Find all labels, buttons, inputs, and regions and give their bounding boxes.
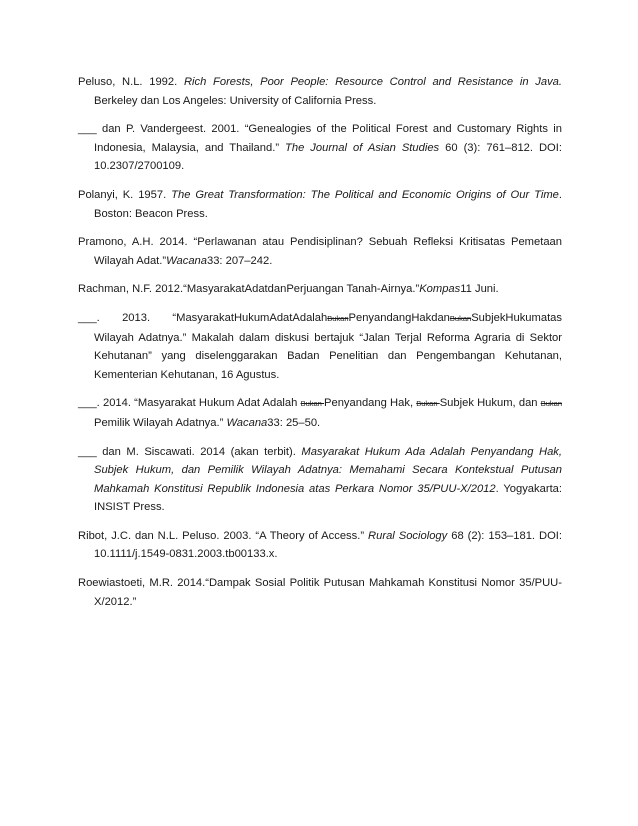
reference-text: Roewiastoeti, M.R. 2014.“Dampak Sosial Politik Putusan Mahkamah Konstitusi Nomor 35/PUU-X/2012.” [78,577,562,608]
reference-text: Subjek Hukum, dan [439,397,541,410]
reference-title-italic: Wacana [166,254,207,267]
reference-title-italic: The Great Transformation: The Political and Economic Origins of Our Time [171,188,559,201]
reference-strikethrough-text: Bukan [449,313,472,323]
reference-strikethrough-text: Bukan [300,399,325,409]
reference-strikethrough-text: Bukan [416,399,440,409]
reference-text: 33: 207–242. [206,254,273,267]
reference-list [78,73,562,621]
reference-entry [78,280,562,299]
reference-title-italic: The Journal of Asian Studies [285,141,440,154]
reference-entry [78,527,562,564]
reference-text: ___. 2013. “MasyarakatHukumAdatAdalah [78,311,328,324]
reference-entry [78,309,562,384]
reference-title-italic: Wacana [226,416,268,429]
reference-text: ___ dan P. Vandergeest. 2001. “Genealogies of the Political Forest and Customary Rights in Indonesia, Malaysia, and Thailand.” [78,123,562,154]
reference-text: ___. 2014. “Masyarakat Hukum Adat Adalah [78,397,301,410]
reference-text: Polanyi, K. 1957. [78,188,172,201]
reference-text: Pramono, A.H. 2014. “Perlawanan atau Pendisiplinan? Sebuah Refleksi Kritisatas Pemetaan Wilayah Adat.” [78,236,562,267]
reference-text: . Boston: Beacon Press. [94,188,563,220]
reference-text: . Yogyakarta: INSIST Press. [94,482,563,514]
reference-text: Ribot, J.C. dan N.L. Peluso. 2003. “A Theory of Access.” [78,529,369,542]
reference-title-italic: Kompas [419,283,461,296]
reference-title-italic: Rich Forests, Poor People: Resource Control and Resistance in Java. [183,76,562,88]
reference-entry [78,120,562,176]
reference-text: Pemilik Wilayah Adatnya.” [94,416,227,429]
reference-text: Rachman, N.F. 2012.“MasyarakatAdatdanPerjuangan Tanah-Airnya.” [78,283,420,296]
reference-text: SubjekHukumatas Wilayah Adatnya.” Makalah dalam diskusi bertajuk “Jalan Terjal Reforma Agraria di Sektor Kehutanan” yang diselenggarakan Badan Penelitian dan Pengembangan Kehutanan, Kementerian Kehutanan, 16 Agustus. [94,311,562,381]
reference-title-italic: Masyarakat Hukum Ada Adalah Penyandang Hak, Subjek Hukum, dan Pemilik Wilayah Adatnya: Memahami Secara Kontekstual Putusan Mahkamah Konstitusi Republik Indonesia atas Perkara Nomor 35/PUU-X/2012 [94,445,562,495]
reference-strikethrough-text: Bukan [327,313,349,323]
reference-entry [78,186,562,223]
reference-entry [78,394,562,432]
reference-title-italic: Rural Sociology [368,529,448,542]
reference-entry [78,73,562,110]
reference-text: 60 (3): 761–812. DOI: 10.2307/2700109. [94,141,562,173]
reference-entry [78,233,562,270]
reference-entry [78,574,562,611]
reference-text: PenyandangHakdan [348,311,450,324]
reference-strikethrough-text: Bukan [540,399,562,409]
reference-text: Berkeley dan Los Angeles: University of California Press. [94,94,377,107]
reference-text: 33: 25–50. [267,416,321,429]
reference-text: ___ dan M. Siscawati. 2014 (akan terbit). [78,445,302,458]
reference-text: 11 Juni. [460,283,499,296]
reference-text: 68 (2): 153–181. DOI: 10.1111/j.1549-0831.2003.tb00133.x. [94,529,563,561]
reference-text: Peluso, N.L. 1992. [78,76,184,88]
reference-entry [78,443,562,517]
reference-text: Penyandang Hak, [324,397,417,410]
